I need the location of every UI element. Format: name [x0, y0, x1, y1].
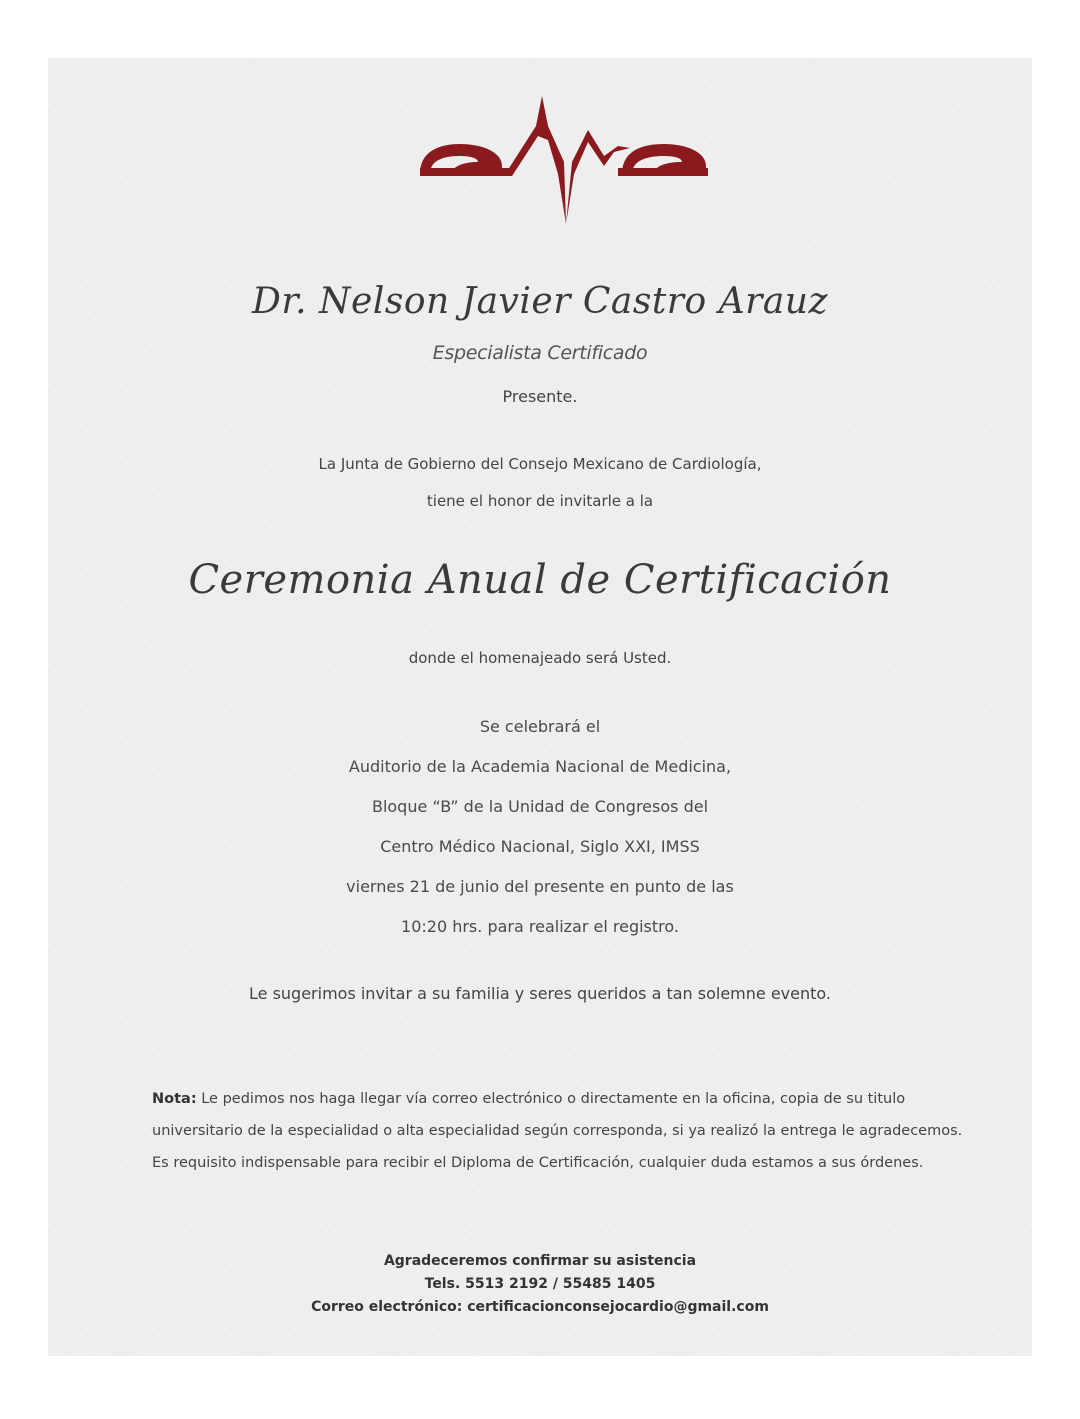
event-details: [48, 714, 1032, 954]
contact-block: [48, 1250, 1032, 1319]
invitation-line-1: La Junta de Gobierno del Consejo Mexicano de Cardiología,: [318, 455, 762, 473]
details-line: Auditorio de la Academia Nacional de Medicina,: [348, 757, 732, 776]
recipient-name: Dr. Nelson Javier Castro Arauz: [252, 281, 828, 322]
note-block: [152, 1083, 972, 1179]
honoree-line: donde el homenajeado será Usted.: [408, 649, 672, 667]
contact-email: Correo electrónico: certificacionconsejocardio@gmail.com: [311, 1299, 769, 1315]
salutation: Presente.: [502, 387, 578, 406]
details-line: viernes 21 de junio del presente en punto de las: [346, 877, 734, 896]
invitation-card: [48, 58, 1032, 1356]
note-paragraph: [152, 1083, 972, 1147]
event-title: Ceremonia Anual de Certificación: [188, 557, 892, 603]
cmc-heartbeat-logo: [418, 96, 708, 226]
recipient-subtitle: Especialista Certificado: [432, 342, 648, 364]
invitation-line-2: tiene el honor de invitarle a la: [426, 492, 654, 510]
details-line: Se celebrará el: [479, 717, 601, 736]
details-line: 10:20 hrs. para realizar el registro.: [401, 917, 679, 936]
suggestion-text: Le sugerimos invitar a su familia y seres queridos a tan solemne evento.: [249, 984, 831, 1003]
note-label: Nota:: [152, 1091, 197, 1107]
details-line: Centro Médico Nacional, Siglo XXI, IMSS: [380, 837, 700, 856]
details-line: Bloque “B” de la Unidad de Congresos del: [371, 797, 709, 816]
note-requirement: Es requisito indispensable para recibir el Diploma de Certificación, cualquier duda estamos a sus órdenes.: [152, 1155, 924, 1171]
note-text: Le pedimos nos haga llegar vía correo electrónico o directamente en la oficina, copia de su titulo universitario de la especialidad o alta especialidad según corresponda, si ya realizó la entrega le agradecemos.: [152, 1091, 963, 1139]
confirm-attendance: Agradeceremos confirmar su asistencia: [383, 1253, 697, 1269]
phone-numbers: Tels. 5513 2192 / 55485 1405: [424, 1276, 656, 1292]
